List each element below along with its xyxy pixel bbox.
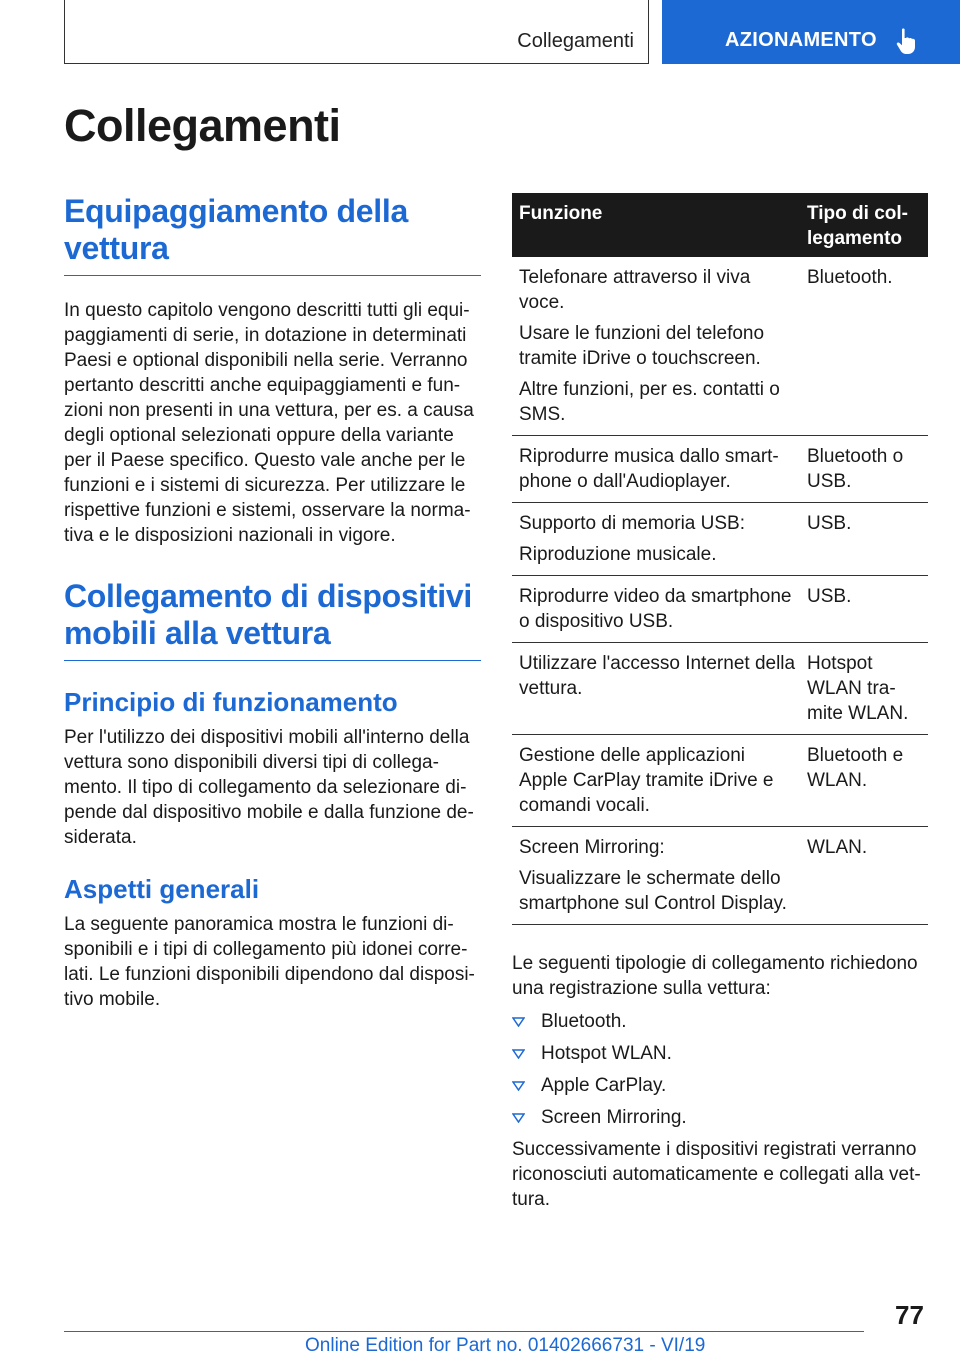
table-cell-line: Screen Mirroring: (519, 837, 665, 858)
triangle-bullet-icon (512, 1049, 525, 1059)
table-cell-line: Telefonare attraverso il viva voce. (519, 267, 751, 313)
table-cell-function (512, 503, 800, 576)
table-cell-type: USB. (800, 503, 928, 576)
table-cell-function (512, 735, 800, 827)
page-number: 77 (895, 1300, 924, 1330)
table-cell-line: Supporto di memoria USB: (519, 513, 745, 534)
table-header-type: Tipo di col-legamento (800, 193, 928, 257)
connection-table (512, 193, 928, 925)
table-header-function: Funzione (512, 193, 800, 257)
table-cell-type: USB. (800, 576, 928, 643)
table-row (512, 257, 928, 436)
table-row (512, 436, 928, 503)
table-cell-line: Riproduzione musicale. (519, 544, 717, 565)
list-item-text: Screen Mirroring. (541, 1107, 687, 1128)
triangle-bullet-icon (512, 1017, 525, 1027)
connection-heading: Collegamento di dispositivi mobili alla vettura (64, 578, 472, 651)
table-cell-function (512, 827, 800, 925)
table-cell-line: Visualizzare le schermate dello smartphone sul Control Display. (519, 868, 787, 914)
table-header-row (512, 193, 928, 257)
table-cell-type: Bluetooth o USB. (800, 436, 928, 503)
edition-footer: Online Edition for Part no. 01402666731 - VI/19 (305, 1335, 706, 1356)
equipment-heading: Equipaggiamento della vettura (64, 193, 408, 266)
list-item (512, 1073, 928, 1098)
table-row (512, 643, 928, 735)
page-title: Collegamenti (64, 100, 341, 151)
list-item-text: Apple CarPlay. (541, 1075, 667, 1096)
table-cell-line: Riprodurre video da smartphone o dispositivo USB. (519, 586, 792, 632)
table-cell-type: Bluetooth. (800, 257, 928, 436)
left-column (64, 193, 481, 1012)
triangle-bullet-icon (512, 1113, 525, 1123)
equipment-text: In questo capitolo vengono descritti tutti gli equi-paggiamenti di serie, in dotazione in determinati Paesi e optional disponibili nella serie. Verranno pertanto descritti anche equipaggiamenti e fun-zioni non presenti in una vettura, per es. a causa degli optional selezionati oppure della variante per il Paese specifico. Questo vale anche per le funzioni e i sistemi di sicurezza. Per utilizzare le rispettive funzioni e sistemi, osservare la norma-tiva e le disposizioni nazionali in vigore. (64, 300, 474, 546)
principle-text: Per l'utilizzo dei dispositivi mobili all'interno della vettura sono disponibili diversi tipi di collega-mento. Il tipo di collegamento da selezionare di-pende dal dispositivo mobile e dalla funzione de-siderata. (64, 727, 474, 848)
table-cell-function (512, 257, 800, 436)
triangle-bullet-icon (512, 1081, 525, 1091)
table-row (512, 827, 928, 925)
footer-rule (64, 1331, 864, 1332)
header-section-title: Collegamenti (517, 30, 634, 52)
registration-outro: Successivamente i dispositivi registrati verranno riconosciuti automaticamente e collegati alla vet-tura. (512, 1139, 921, 1210)
table-cell-type: Hotspot WLAN tra-mite WLAN. (800, 643, 928, 735)
table-row (512, 735, 928, 827)
list-item (512, 1105, 928, 1130)
list-item (512, 1009, 928, 1034)
list-item-text: Hotspot WLAN. (541, 1043, 672, 1064)
general-heading: Aspetti generali (64, 874, 260, 904)
table-cell-line: Usare le funzioni del telefono tramite iDrive o touchscreen. (519, 323, 765, 369)
table-cell-function (512, 643, 800, 735)
heading-rule (64, 660, 481, 661)
hand-pointer-icon (895, 27, 919, 55)
registration-list (512, 1009, 928, 1130)
table-cell-line: Gestione delle applicazioni Apple CarPlay tramite iDrive e comandi vocali. (519, 745, 774, 816)
heading-rule (64, 275, 481, 276)
table-row (512, 503, 928, 576)
header-section-box (64, 0, 649, 64)
list-item-text: Bluetooth. (541, 1011, 627, 1032)
general-text: La seguente panoramica mostra le funzioni di-sponibili e i tipi di collegamento più idonei corre-lati. Le funzioni disponibili dipendono dal disposi-tivo mobile. (64, 914, 475, 1010)
table-cell-function (512, 576, 800, 643)
right-column (512, 193, 928, 1212)
list-item (512, 1041, 928, 1066)
table-cell-type: Bluetooth e WLAN. (800, 735, 928, 827)
table-cell-type: WLAN. (800, 827, 928, 925)
principle-heading: Principio di funzionamento (64, 687, 398, 717)
header-chapter-label: AZIONAMENTO (725, 29, 877, 51)
table-cell-line: Utilizzare l'accesso Internet della vettura. (519, 653, 796, 699)
table-cell-line: Riprodurre musica dallo smart-phone o dall'Audioplayer. (519, 446, 779, 492)
table-cell-line: Altre funzioni, per es. contatti o SMS. (519, 379, 780, 425)
table-cell-function (512, 436, 800, 503)
registration-intro: Le seguenti tipologie di collegamento richiedono una registrazione sulla vettura: (512, 953, 918, 999)
table-row (512, 576, 928, 643)
